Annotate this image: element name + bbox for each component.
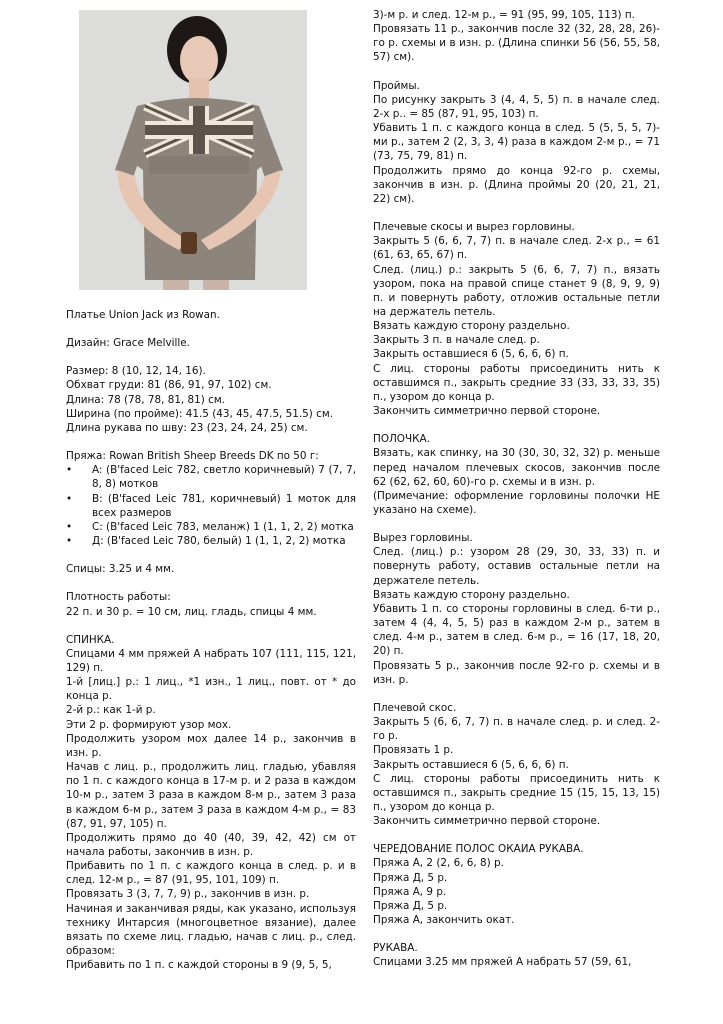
back-line: Продолжить прямо до 40 (40, 39, 42, 42) см от начала работы, закончив в изн. р. — [66, 831, 356, 858]
dress-illustration — [79, 10, 307, 290]
back-line: Спицами 4 мм пряжей А набрать 107 (111, 115, 121, 129) п. — [66, 647, 356, 674]
neck-line: Вязать каждую сторону раздельно. — [373, 588, 570, 601]
yarn-item — [66, 492, 356, 520]
shoulder2-line: С лиц. стороны работы присоединить нить к оставшимся п., закрыть средние 15 (15, 15, 13, 15) п., узором до конца р. — [373, 772, 660, 813]
yarn-list — [66, 463, 356, 548]
needles-line: Спицы: 3.25 и 4 мм. — [66, 563, 175, 576]
back-line: Прибавить по 1 п. с каждой стороны в 9 (9, 5, 5, — [66, 959, 332, 972]
armhole-line: Убавить 1 п. с каждого конца в след. 5 (5, 5, 5, 7)-ми р., затем 2 (2, 3, 3, 4) раза в каждом 2-м р., = 71 (73, 75, 79, 81) п. — [373, 122, 660, 163]
shoulder-heading: Плечевые скосы и вырез горловины. — [373, 221, 575, 234]
back-line: Начиная и заканчивая ряды, как указано, используя технику Интарсия (многоцветное вязание), далее вязать по схеме лиц. гладью, начав с лиц. р., след. образом: — [66, 902, 356, 958]
shoulder2-line: Закрыть 5 (6, 6, 7, 7) п. в начале след. р. и след. 2-го р. — [373, 716, 660, 743]
stripes-line: Пряжа Д, 5 р. — [373, 899, 448, 912]
armhole-line: Продолжить прямо до конца 92-го р. схемы, закончив в изн. р. (Длина проймы 20 (20, 21, 21, 22) см). — [373, 164, 660, 205]
front-line: (Примечание: оформление горловины полочки НЕ указано на схеме). — [373, 489, 660, 516]
bullet-icon: • — [66, 492, 73, 505]
bullet-icon: • — [66, 535, 73, 548]
shoulder-line: Закрыть 5 (6, 6, 7, 7) п. в начале след. 2-х р., = 61 (61, 63, 65, 67) п. — [373, 235, 660, 262]
back-line: Начав с лиц. р., продолжить лиц. гладью, убавляя по 1 п. с каждого конца в 17-м р. и 2 раза в каждом 10-м р., затем 3 раза в каждом 8-м р., затем 3 раза в каждом 6-м р., затем 3 раза в каждом 4-м р., = 83 (87, 91, 97, 105) п. — [66, 761, 356, 830]
yarn-item-text: Д: (B'faced Leic 780, белый) 1 (1, 1, 2, 2) мотка — [92, 535, 346, 548]
yarn-heading: Пряжа: Rowan British Sheep Breeds DK по 50 г: — [66, 450, 319, 463]
back-line: Эти 2 р. формируют узор мох. — [66, 718, 232, 731]
gauge-line: 22 п. и 30 р. = 10 см, лиц. гладь, спицы 4 мм. — [66, 605, 317, 618]
back-heading: СПИНКА. — [66, 633, 115, 646]
yarn-item — [66, 463, 356, 491]
neck-line: След. (лиц.) р.: узором 28 (29, 30, 33, 33) п. и повернуть работу, оставив остальные петли на держателе петель. — [373, 546, 660, 587]
front-line: Вязать, как спинку, на 30 (30, 30, 32, 32) р. меньше перед началом плечевых скосов, закончив после 62 (62, 62, 60, 60)-го р. схемы и в изн. р. — [373, 447, 660, 488]
bullet-icon: • — [66, 520, 73, 533]
sleeve-line: Спицами 3.25 мм пряжей А набрать 57 (59, 61, — [373, 956, 632, 969]
model-photo — [79, 10, 307, 290]
yarn-item-text: C: (B'faced Leic 783, меланж) 1 (1, 1, 2, 2) мотка — [92, 520, 354, 533]
stripes-line: Пряжа А, 2 (2, 6, 6, 8) р. — [373, 857, 504, 870]
neck-heading: Вырез горловины. — [373, 532, 473, 545]
yarn-item — [66, 520, 356, 534]
bullet-icon: • — [66, 464, 73, 477]
size-line: Размер: 8 (10, 12, 14, 16). — [66, 365, 206, 378]
stripes-line: Пряжа Д, 5 р. — [373, 871, 448, 884]
back-line: 1-й [лиц.] р.: 1 лиц., *1 изн., 1 лиц., повт. от * до конца р. — [66, 676, 356, 703]
left-column — [66, 308, 356, 972]
armhole-line: По рисунку закрыть 3 (4, 4, 5, 5) п. в начале след. 2-х р.. = 85 (87, 91, 95, 103) п. — [373, 93, 660, 120]
armhole-heading: Проймы. — [373, 79, 420, 92]
back-line: Провязать 3 (3, 7, 7, 9) р., закончив в изн. р. — [66, 888, 310, 901]
yarn-item — [66, 534, 356, 548]
size-line: Обхват груди: 81 (86, 91, 97, 102) см. — [66, 379, 272, 392]
shoulder-line: Закрыть 3 п. в начале след. р. — [373, 334, 540, 347]
shoulder2-line: Провязать 1 р. — [373, 744, 454, 757]
size-line: Ширина (по пройме): 41.5 (43, 45, 47.5, 51.5) см. — [66, 407, 334, 420]
shoulder-line: Закрыть оставшиеся 6 (5, 6, 6, 6) п. — [373, 348, 569, 361]
designer-line: Дизайн: Grace Melville. — [66, 337, 190, 350]
shoulder2-heading: Плечевой скос. — [373, 701, 457, 714]
shoulder-line: Закончить симметрично первой стороне. — [373, 405, 601, 418]
back-line: Продолжить узором мох далее 14 р., закончив в изн. р. — [66, 732, 356, 759]
size-line: Длина рукава по шву: 23 (23, 24, 24, 25) см. — [66, 421, 308, 434]
sleeve-heading: РУКАВА. — [373, 942, 418, 955]
stripes-line: Пряжа А, 9 р. — [373, 885, 447, 898]
size-block — [66, 364, 356, 435]
back-cont-line: Провязать 11 р., закончив после 32 (32, 28, 28, 26)-го р. схемы и в изн. р. (Длина спинки 56 (56, 55, 58, 57) см). — [373, 23, 660, 64]
stripes-heading: ЧЕРЕДОВАНИЕ ПОЛОС ОКАИА РУКАВА. — [373, 843, 584, 856]
yarn-item-text: B: (B'faced Leic 781, коричневый) 1 моток для всех размеров — [92, 492, 356, 519]
shoulder-line: Вязать каждую сторону раздельно. — [373, 320, 570, 333]
neck-line: Убавить 1 п. со стороны горловины в след. 6-ти р., затем 4 (4, 4, 5, 5) раз в каждом 2-м р., затем в след. 4-м р., затем в след. 6-м р., = 16 (17, 18, 20, 20) п. — [373, 602, 660, 658]
back-cont-line: 3)-м р. и след. 12-м р., = 91 (95, 99, 105, 113) п. — [373, 9, 635, 21]
shoulder2-line: Закончить симметрично первой стороне. — [373, 815, 601, 828]
back-line: 2-й р.: как 1-й р. — [66, 704, 156, 717]
shoulder-line: С лиц. стороны работы присоединить нить к оставшимся п., закрыть средние 33 (33, 33, 33, 35) п., узором до конца р. — [373, 362, 660, 403]
stripes-line: Пряжа А, закончить окат. — [373, 914, 515, 927]
back-line: Прибавить по 1 п. с каждого конца в след. р. и в след. 12-м р., = 87 (91, 95, 101, 109) п. — [66, 860, 356, 887]
pattern-title: Платье Union Jack из Rowan. — [66, 309, 220, 321]
gauge-heading: Плотность работы: — [66, 591, 171, 604]
neck-line: Провязать 5 р., закончив после 92-го р. схемы и в изн. р. — [373, 659, 660, 686]
right-column — [373, 8, 660, 970]
shoulder2-line: Закрыть оставшиеся 6 (5, 6, 6, 6) п. — [373, 758, 569, 771]
front-heading: ПОЛОЧКА. — [373, 433, 430, 446]
yarn-item-text: A: (B'faced Leic 782, светло коричневый) 7 (7, 7, 8, 8) мотков — [92, 464, 356, 491]
size-line: Длина: 78 (78, 78, 81, 81) см. — [66, 393, 225, 406]
shoulder-line: След. (лиц.) р.: закрыть 5 (6, 6, 7, 7) п., вязать узором, пока на правой спице станет 9 (8, 9, 9, 9) п. и повернуть работу, отложив остальные петли на держатель петель. — [373, 263, 660, 318]
